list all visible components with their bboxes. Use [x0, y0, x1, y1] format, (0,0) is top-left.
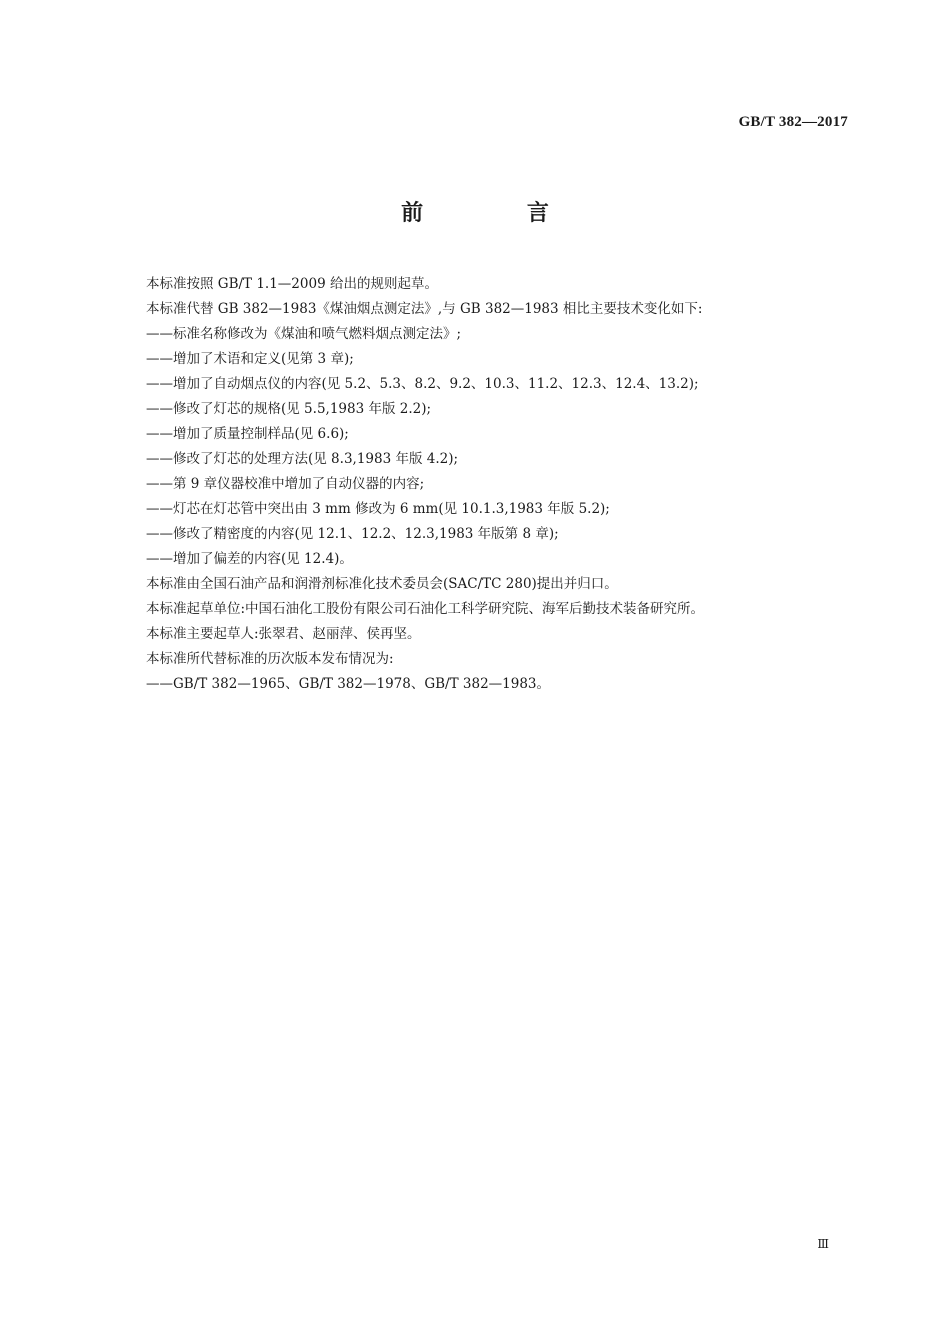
list-item: ——增加了术语和定义(见第 3 章);	[146, 351, 354, 367]
list-item: ——灯芯在灯芯管中突出由 3 mm 修改为 6 mm(见 10.1.3,1983 年版 5.2);	[146, 501, 610, 517]
text-line: 本标准起草单位:中国石油化工股份有限公司石油化工科学研究院、海军后勤技术装备研究所。	[146, 601, 705, 617]
list-item: ——增加了质量控制样品(见 6.6);	[146, 426, 349, 442]
text-line: 本标准所代替标准的历次版本发布情况为:	[146, 651, 394, 667]
list-item: ——第 9 章仪器校准中增加了自动仪器的内容;	[146, 476, 425, 492]
list-item: ——增加了自动烟点仪的内容(见 5.2、5.3、8.2、9.2、10.3、11.2、12.3、12.4、13.2);	[146, 376, 699, 392]
standard-number: GB/T 382—2017	[738, 114, 848, 130]
foreword-body	[146, 272, 846, 697]
text-line: 本标准由全国石油产品和润滑剂标准化技术委员会(SAC/TC 280)提出并归口。	[146, 576, 618, 592]
list-item: ——修改了灯芯的处理方法(见 8.3,1983 年版 4.2);	[146, 451, 459, 467]
text-line: 本标准按照 GB/T 1.1—2009 给出的规则起草。	[146, 276, 438, 292]
list-item: ——修改了精密度的内容(见 12.1、12.2、12.3,1983 年版第 8 章);	[146, 526, 559, 542]
page-title: 前 言	[401, 201, 597, 226]
page-number: Ⅲ	[817, 1237, 829, 1251]
text-line: 本标准代替 GB 382—1983《煤油烟点测定法》,与 GB 382—1983 相比主要技术变化如下:	[146, 301, 703, 317]
text-line: 本标准主要起草人:张翠君、赵丽萍、侯再坚。	[146, 626, 421, 642]
list-item: ——标准名称修改为《煤油和喷气燃料烟点测定法》;	[146, 326, 462, 342]
list-item: ——增加了偏差的内容(见 12.4)。	[146, 551, 353, 567]
list-item: ——修改了灯芯的规格(见 5.5,1983 年版 2.2);	[146, 401, 432, 417]
list-item: ——GB/T 382—1965、GB/T 382—1978、GB/T 382—1983。	[146, 676, 551, 692]
